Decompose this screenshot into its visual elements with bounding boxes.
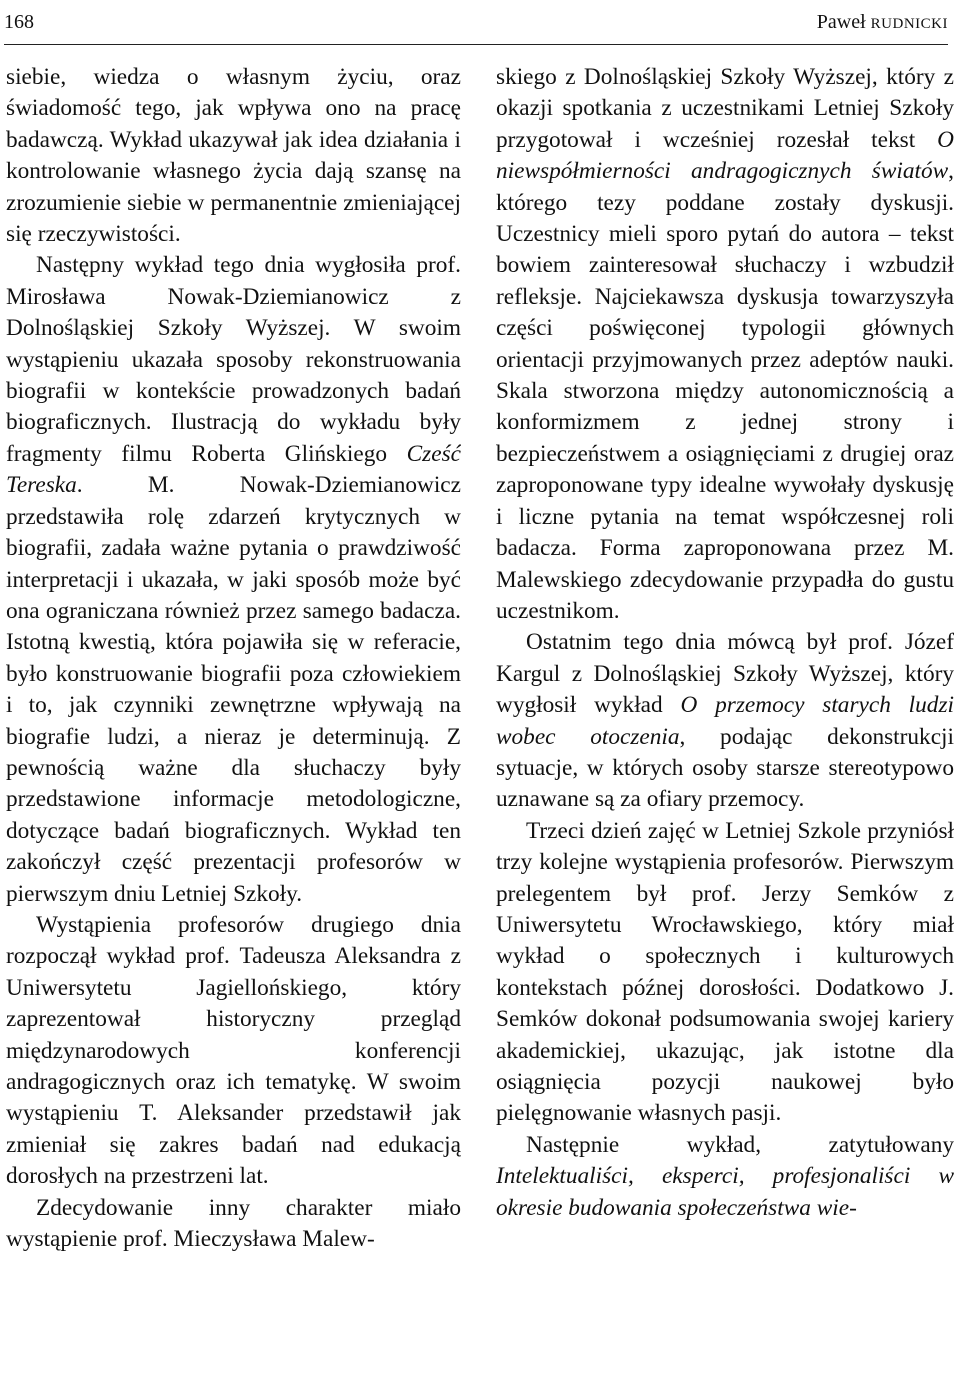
- paragraph: skiego z Dolnośląskiej Szkoły Wyższej, który z okazji spotkania z uczestnikami Letniej Szkoły przygotował i wcześniej rozesłał tekst O niewspółmierności andragogicznych światów, którego tezy poddane zostały dyskusji. Uczestnicy mieli sporo pytań do autora – tekst bowiem zainteresował słuchaczy i wzbudził refleksje. Najciekawsza dyskusja towarzyszyła części poświęconej typologii głównych orientacji przyjmowanych przez adeptów nauki. Skala stworzona między autonomicznością a konformizmem z jednej strony i bezpieczeństwem a osiągnięciami z drugiej oraz zaproponowane typy idealne wywołały dyskusję i liczne pytania na temat współczesnej roli badacza. Forma zaproponowana przez M. Malewskiego zdecydowanie przypadła do gustu uczestnikom.: [496, 64, 954, 624]
- author-first-name: Paweł: [816, 10, 871, 33]
- paragraph: Zdecydowanie inny charakter miało wystąpienie prof. Mieczysława Malew-: [6, 1194, 461, 1253]
- paragraph: Trzeci dzień zajęć w Letniej Szkole przyniósł trzy kolejne wystąpienia profesorów. Pierwszym prelegentem był prof. Jerzy Semków z Uniwersytetu Wrocławskiego, który miał wykład o społecznych i kulturowych kontekstach późnej dorosłości. Dodatkowo J. Semków dokonał podsumowania swojej kariery akademickiej, ukazując, jak istotne dla osiągnięcia pozycji naukowej było pielęgnowanie własnych pasji.: [496, 817, 954, 1127]
- page-number: 168: [4, 10, 34, 33]
- paragraph: siebie, wiedza o własnym życiu, oraz świadomość tego, jak wpływa ono na pracę badawczą. Wykład ukazywał jak idea działania i kontrolowanie własnego życia dają szansę na zrozumienie siebie w permanentnie zmieniającej się rzeczywistości.: [6, 64, 461, 248]
- right-column: [496, 62, 954, 1380]
- running-author: [817, 11, 948, 34]
- running-header: [4, 0, 948, 45]
- paragraph: Następny wykład tego dnia wygłosiła prof. Mirosława Nowak-Dziemianowicz z Dolnośląskiej Szkoły Wyższej. W swoim wystąpieniu ukazała sposoby rekonstruowania biografii w kontekście prowadzonych badań biograficznych. Ilustracją do wykładu były fragmenty filmu Roberta Glińskiego Cześć Tereska. M. Nowak-Dziemianowicz przedstawiła rolę zdarzeń krytycznych w biografii, zadała ważne pytania o prawdziwość interpretacji i ukazała, w jaki sposób może być ona ograniczana również przez samego badacza. Istotną kwestią, która pojawiła się w referacie, było konstruowanie biografii poza człowiekiem i to, jak czynniki zewnętrzne wpływają na biografie ludzi, a nieraz je determinują. Z pewnością ważne dla słuchaczy były przedstawione informacje metodologiczne, dotyczące badań biograficznych. Wykład ten zakończył część prezentacji profesorów w pierwszym dniu Letniej Szkoły.: [6, 252, 461, 907]
- lecture-title: O przemocy starych ludzi wobec otoczenia: [496, 692, 954, 750]
- left-column: [6, 62, 461, 1380]
- paragraph: Następnie wykład, zatytułowany Intelektualiści, eksperci, profesjonaliści w okresie budowania społeczeństwa wie-: [496, 1131, 954, 1221]
- paragraph: Ostatnim tego dnia mówcą był prof. Józef Kargul z Dolnośląskiej Szkoły Wyższej, który wygłosił wykład O przemocy starych ludzi wobec otoczenia, podając dekonstrukcji sytuacje, w których osoby starsze stereotypowo uznawane są za ofiary przemocy.: [496, 629, 954, 813]
- film-title: Cześć Tereska: [6, 440, 461, 499]
- lecture-title: Intelektualiści, eksperci, profesjonaliści w okresie budowania społeczeństwa wie-: [496, 1163, 954, 1221]
- text-title: O niewspółmierności andragogicznych światów: [496, 126, 954, 185]
- paragraph: Wystąpienia profesorów drugiego dnia rozpoczął wykład prof. Tadeusza Aleksandra z Uniwersytetu Jagiellońskiego, który zaprezentował historyczny przegląd międzynarodowych konferencji andragogicznych oraz ich tematykę. W swoim wystąpieniu T. Aleksander przedstawił jak zmieniał się zakres badań nad edukacją dorosłych na przestrzeni lat.: [6, 911, 461, 1190]
- author-last-name: RUDNICKI: [870, 15, 948, 32]
